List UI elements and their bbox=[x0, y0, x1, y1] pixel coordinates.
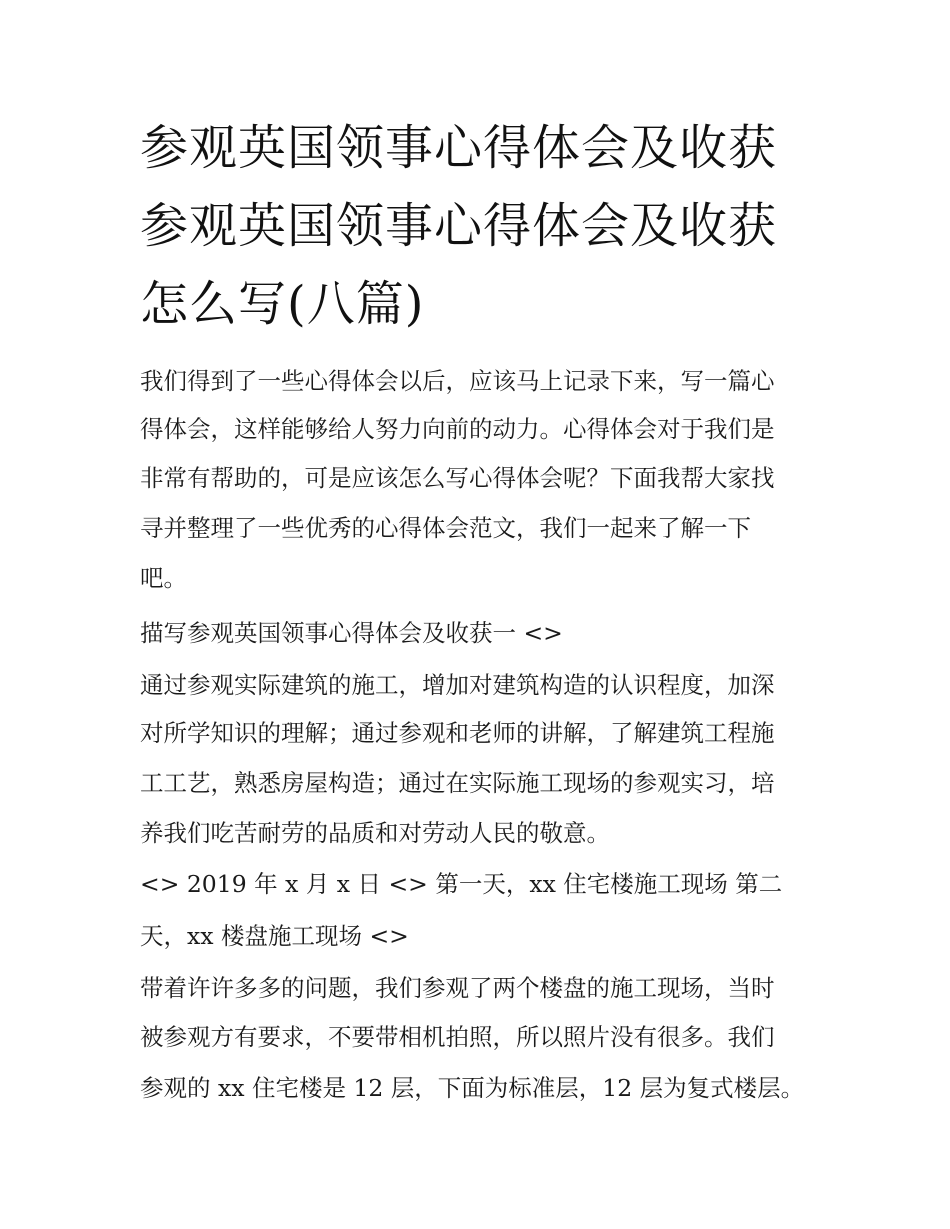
intro-text-line: 寻并整理了一些优秀的心得体会范文，我们一起来了解一下 bbox=[140, 514, 751, 542]
paragraph-text-line: 被参观方有要求，不要带相机拍照，所以照片没有很多。我们 bbox=[140, 1023, 775, 1051]
intro-text-line: 非常有帮助的，可是应该怎么写心得体会呢？下面我帮大家找 bbox=[140, 464, 775, 492]
intro-text-line: 我们得到了一些心得体会以后，应该马上记录下来，写一篇心 bbox=[140, 367, 775, 395]
paragraph-text-line: 通过参观实际建筑的施工，增加对建筑构造的认识程度，加深 bbox=[140, 671, 775, 699]
intro-text-line: 吧。 bbox=[140, 564, 187, 592]
document-title-line-2: 参观英国领事心得体会及收获 bbox=[140, 198, 778, 254]
date-location-line: 天，xx 楼盘施工现场 <> bbox=[140, 922, 409, 950]
paragraph-text-line: 参观的 xx 住宅楼是 12 层，下面为标准层，12 层为复式楼层。 bbox=[140, 1074, 805, 1102]
paragraph-text-line: 养我们吃苦耐劳的品质和对劳动人民的敬意。 bbox=[140, 819, 610, 847]
section-heading: 描写参观英国领事心得体会及收获一 <> bbox=[140, 619, 563, 647]
intro-text-line: 得体会，这样能够给人努力向前的动力。心得体会对于我们是 bbox=[140, 415, 775, 443]
paragraph-text-line: 工工艺，熟悉房屋构造；通过在实际施工现场的参观实习，培 bbox=[140, 769, 775, 797]
date-location-line: <> 2019 年 x 月 x 日 <> 第一天，xx 住宅楼施工现场 第二 bbox=[140, 870, 783, 898]
document-title-line-1: 参观英国领事心得体会及收获 bbox=[140, 120, 778, 176]
paragraph-text-line: 带着许许多多的问题，我们参观了两个楼盘的施工现场，当时 bbox=[140, 974, 775, 1002]
paragraph-text-line: 对所学知识的理解；通过参观和老师的讲解，了解建筑工程施 bbox=[140, 719, 775, 747]
document-title-line-3: 怎么写(八篇) bbox=[140, 276, 425, 332]
